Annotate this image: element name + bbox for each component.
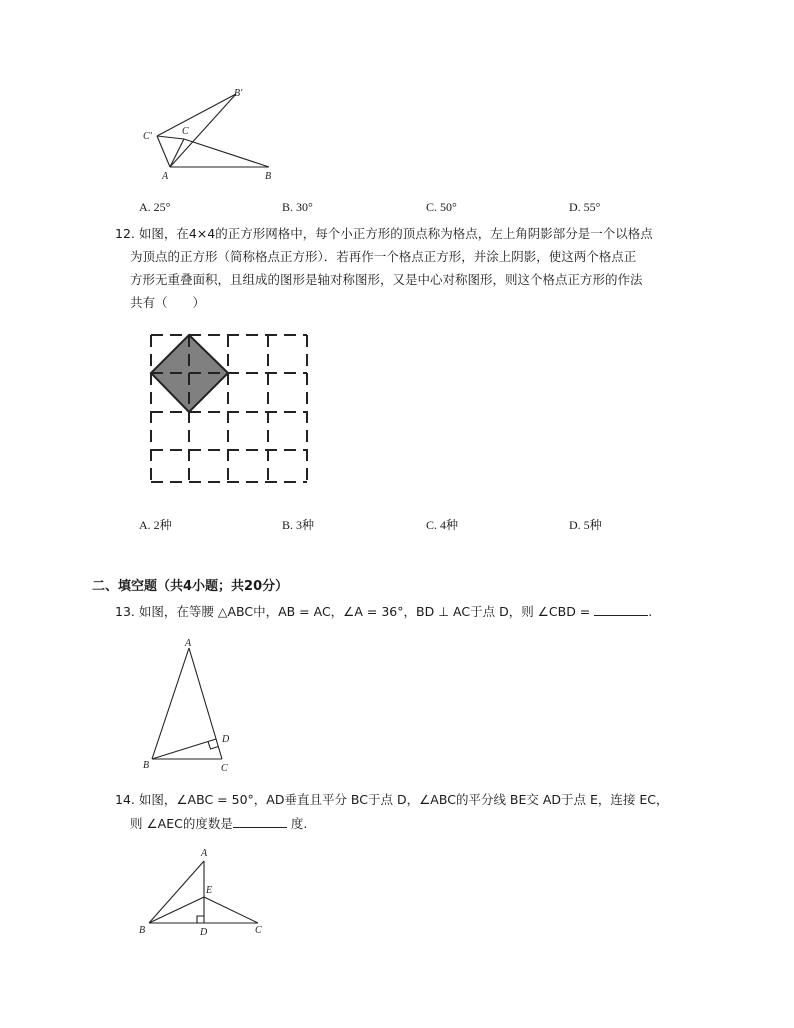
q12-text-line4: 共有（ ）	[130, 295, 206, 310]
q12-text-line1: 12. 如图，在4×4的正方形网格中，每个小正方形的顶点称为格点，左上角阴影部分是一个以格点	[115, 226, 653, 241]
q14-question-text: 则 ∠AEC的度数是	[130, 816, 233, 831]
q13-period: .	[648, 604, 653, 619]
q13-label-c: C	[221, 763, 228, 774]
q12-option-b[interactable]: B. 3种	[282, 518, 315, 532]
q12-text-line2: 为顶点的正方形（简称格点正方形）．若再作一个格点正方形，并涂上阴影，使这两个格点正	[130, 249, 637, 264]
q11-label-c: C	[182, 126, 189, 137]
q11-label-c-prime: C'	[143, 131, 152, 142]
q11-label-b: B	[265, 171, 272, 182]
q14-text-line2	[130, 812, 307, 836]
q12-text-line3: 方形无重叠面积，且组成的图形是轴对称图形，又是中心对称图形，则这个格点正方形的作法	[130, 272, 643, 287]
q13-figure	[140, 636, 250, 776]
q13-text-line1	[115, 600, 652, 624]
q13-answer-blank[interactable]	[594, 601, 648, 616]
q13-question-text: 13. 如图，在等腰 △ABC中，AB = AC，∠A = 36°，BD ⊥ AC于点 D，则 ∠CBD =	[115, 604, 595, 619]
q11-option-c[interactable]: C. 50°	[426, 200, 457, 214]
q11-option-d[interactable]: D. 55°	[569, 200, 601, 214]
q14-label-e: E	[206, 885, 213, 896]
q12-option-d[interactable]: D. 5种	[569, 518, 602, 532]
q14-answer-blank[interactable]	[233, 813, 287, 828]
q12-option-a[interactable]: A. 2种	[139, 518, 172, 532]
q14-unit: 度.	[286, 816, 308, 831]
q13-label-b: B	[143, 760, 150, 771]
q14-label-d: D	[200, 927, 208, 938]
q14-label-a: A	[201, 848, 208, 859]
q13-label-a: A	[185, 638, 192, 649]
q14-figure	[136, 846, 276, 942]
section-title: 二、填空题（共4小题；共20分）	[92, 579, 289, 594]
q11-option-b[interactable]: B. 30°	[282, 200, 313, 214]
q14-label-b: B	[139, 925, 146, 936]
q12-option-c[interactable]: C. 4种	[426, 518, 459, 532]
q14-text-line1: 14. 如图，∠ABC = 50°，AD垂直且平分 BC于点 D，∠ABC的平分线 BE交 AD于点 E，连接 EC，	[115, 792, 669, 807]
q11-option-a[interactable]: A. 25°	[139, 200, 171, 214]
q11-label-a: A	[162, 171, 169, 182]
q14-label-c: C	[255, 925, 262, 936]
q13-label-d: D	[222, 734, 230, 745]
q11-label-b-prime: B'	[234, 88, 243, 99]
q12-grid-figure	[148, 332, 310, 486]
q11-figure	[138, 84, 288, 184]
